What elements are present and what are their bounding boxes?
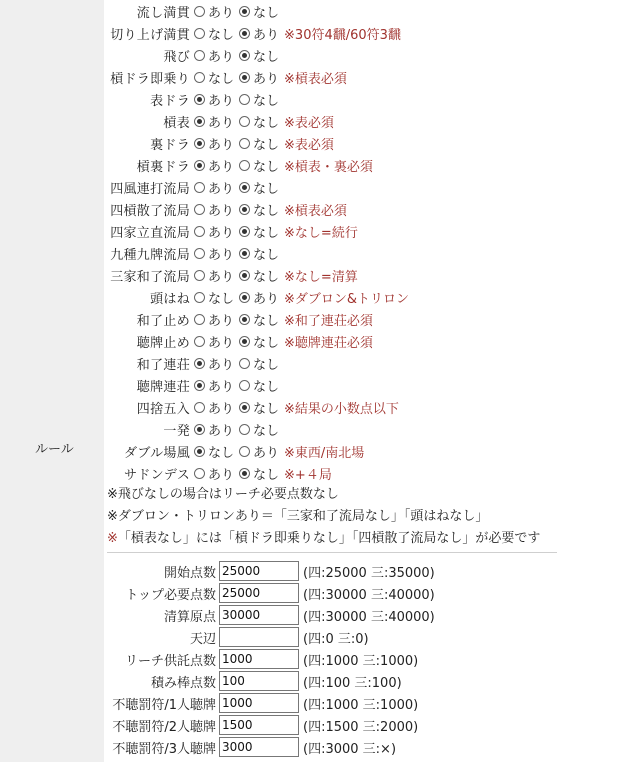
radio-unselected[interactable] [194, 468, 205, 479]
rule-label: 四捨五入 [136, 401, 190, 417]
number-default-hint: (四:3000 三:×) [303, 741, 397, 757]
radio-selected[interactable] [239, 292, 250, 303]
number-input[interactable] [219, 627, 299, 647]
option-label: あり [208, 137, 235, 153]
number-row [107, 692, 435, 714]
radio-selected[interactable] [194, 358, 205, 369]
rule-label: 切り上げ満貫 [110, 27, 190, 43]
rule-option[interactable] [194, 464, 234, 483]
option-label: あり [208, 423, 235, 439]
rule-option[interactable] [194, 332, 234, 351]
radio-unselected[interactable] [239, 94, 250, 105]
rule-option[interactable] [239, 376, 279, 395]
radio-selected[interactable] [239, 248, 250, 259]
rule-label: 流し満貫 [136, 5, 190, 21]
number-row [107, 626, 435, 648]
rule-row [107, 242, 627, 264]
rule-option[interactable] [194, 178, 234, 197]
radio-selected[interactable] [239, 204, 250, 215]
rule-label: 飛び [163, 49, 190, 65]
number-row [107, 670, 435, 692]
radio-selected[interactable] [239, 336, 250, 347]
option-label: あり [208, 93, 235, 109]
rule-note: ※槓表必須 [284, 203, 347, 219]
section-label-column [0, 0, 104, 762]
radio-unselected[interactable] [194, 336, 205, 347]
rule-option[interactable] [239, 442, 279, 461]
radio-selected[interactable] [239, 270, 250, 281]
rule-option[interactable] [194, 46, 234, 65]
option-label: なし [253, 159, 280, 175]
option-label: あり [208, 335, 235, 351]
rule-option[interactable] [194, 200, 234, 219]
number-row [107, 582, 435, 604]
rule-row [107, 198, 627, 220]
rule-option[interactable] [194, 354, 234, 373]
option-label: あり [208, 379, 235, 395]
radio-unselected[interactable] [239, 446, 250, 457]
rule-label: サドンデス [124, 467, 190, 483]
radio-selected[interactable] [194, 116, 205, 127]
rule-row [107, 132, 627, 154]
rule-option[interactable] [239, 90, 279, 109]
rule-option[interactable] [239, 68, 279, 87]
radio-selected[interactable] [239, 6, 250, 17]
number-row [107, 648, 435, 670]
number-default-hint: (四:100 三:100) [303, 675, 402, 691]
number-label: 不聴罰符/3人聴牌 [112, 741, 216, 757]
number-label: 開始点数 [163, 565, 216, 581]
radio-selected[interactable] [239, 226, 250, 237]
rule-row [107, 440, 627, 462]
rule-label: 槓裏ドラ [136, 159, 190, 175]
footnote-mark: ※ [107, 531, 118, 546]
option-label: あり [208, 181, 235, 197]
rule-row [107, 286, 627, 308]
rule-note: ※なし=清算 [284, 269, 358, 285]
radio-selected[interactable] [239, 468, 250, 479]
radio-unselected[interactable] [194, 314, 205, 325]
option-label: あり [208, 269, 235, 285]
rule-label: 四槓散了流局 [110, 203, 190, 219]
rule-note: ※+４局 [284, 467, 332, 483]
radio-selected[interactable] [194, 380, 205, 391]
option-label: あり [253, 445, 280, 461]
number-label: リーチ供託点数 [124, 653, 216, 669]
rule-label: 聴牌止め [136, 335, 190, 351]
radio-unselected[interactable] [194, 270, 205, 281]
option-label: なし [208, 27, 235, 43]
number-row [107, 714, 435, 736]
radio-selected[interactable] [194, 424, 205, 435]
rule-note: ※30符4飜/60符3飜 [284, 27, 401, 43]
radio-selected[interactable] [194, 94, 205, 105]
radio-unselected[interactable] [194, 248, 205, 259]
number-input[interactable] [219, 671, 299, 691]
rule-row [107, 220, 627, 242]
number-input[interactable] [219, 715, 299, 735]
number-default-hint: (四:30000 三:40000) [303, 587, 435, 603]
option-label: なし [253, 115, 280, 131]
radio-selected[interactable] [239, 28, 250, 39]
option-label: あり [208, 159, 235, 175]
radio-unselected[interactable] [194, 28, 205, 39]
rule-option[interactable] [194, 442, 234, 461]
number-default-hint: (四:1000 三:1000) [303, 697, 419, 713]
rule-option[interactable] [239, 156, 279, 175]
option-label: あり [253, 71, 280, 87]
rule-label: 三家和了流局 [110, 269, 190, 285]
rule-row [107, 22, 627, 44]
rule-note: ※槓表・裏必須 [284, 159, 373, 175]
radio-selected[interactable] [239, 402, 250, 413]
rule-note: ※和了連荘必須 [284, 313, 373, 329]
option-label: なし [253, 423, 280, 439]
radio-unselected[interactable] [194, 182, 205, 193]
rules-list [107, 0, 627, 550]
option-label: あり [208, 115, 235, 131]
radio-unselected[interactable] [239, 116, 250, 127]
option-label: なし [253, 93, 280, 109]
rule-row [107, 352, 627, 374]
rule-label: 聴牌連荘 [136, 379, 190, 395]
rule-option[interactable] [194, 156, 234, 175]
rule-label: 和了連荘 [136, 357, 190, 373]
option-label: なし [253, 225, 280, 241]
rule-label: 槓ドラ即乗り [110, 71, 190, 87]
rule-row [107, 308, 627, 330]
rule-option[interactable] [194, 420, 234, 439]
rule-label: 裏ドラ [150, 137, 190, 153]
option-label: なし [208, 71, 235, 87]
rule-option[interactable] [194, 288, 234, 307]
option-label: なし [253, 379, 280, 395]
footnote [107, 528, 627, 550]
rule-label: 九種九牌流局 [110, 247, 190, 263]
option-label: あり [208, 247, 235, 263]
rule-label: 四家立直流局 [110, 225, 190, 241]
option-label: なし [253, 269, 280, 285]
option-label: あり [208, 357, 235, 373]
rule-row [107, 88, 627, 110]
radio-selected[interactable] [239, 50, 250, 61]
footnote-text: ※飛びなしの場合はリーチ必要点数なし [107, 487, 339, 502]
rule-note: ※表必須 [284, 137, 334, 153]
option-label: なし [253, 5, 280, 21]
option-label: あり [208, 49, 235, 65]
number-row [107, 736, 435, 758]
rule-option[interactable] [239, 24, 279, 43]
number-label: トップ必要点数 [125, 587, 216, 603]
number-row [107, 604, 435, 626]
option-label: なし [253, 49, 280, 65]
option-label: なし [253, 357, 280, 373]
option-label: なし [253, 181, 280, 197]
radio-selected[interactable] [239, 182, 250, 193]
rule-option[interactable] [239, 310, 279, 329]
footnote [107, 506, 627, 528]
rule-label: 槓表 [163, 115, 190, 131]
radio-unselected[interactable] [194, 292, 205, 303]
rule-row [107, 110, 627, 132]
rule-option[interactable] [194, 68, 234, 87]
radio-unselected[interactable] [239, 138, 250, 149]
rule-row [107, 418, 627, 440]
option-label: あり [208, 225, 235, 241]
radio-unselected[interactable] [194, 50, 205, 61]
rule-option[interactable] [194, 376, 234, 395]
rule-option[interactable] [239, 464, 279, 483]
rule-option[interactable] [194, 398, 234, 417]
option-label: あり [208, 5, 235, 21]
number-default-hint: (四:25000 三:35000) [303, 565, 435, 581]
radio-unselected[interactable] [194, 226, 205, 237]
option-label: なし [253, 335, 280, 351]
rule-option[interactable] [239, 200, 279, 219]
rule-option[interactable] [239, 398, 279, 417]
radio-selected[interactable] [194, 446, 205, 457]
rule-option[interactable] [194, 112, 234, 131]
radio-unselected[interactable] [194, 204, 205, 215]
option-label: なし [208, 445, 235, 461]
rule-option[interactable] [194, 134, 234, 153]
radio-unselected[interactable] [194, 72, 205, 83]
rule-option[interactable] [194, 2, 234, 21]
option-label: あり [208, 401, 235, 417]
footnote-text: ※ダブロン・トリロンあり＝「三家和了流局なし」「頭はねなし」 [107, 509, 489, 524]
number-default-hint: (四:1000 三:1000) [303, 653, 419, 669]
number-input[interactable] [219, 693, 299, 713]
number-input[interactable] [219, 737, 299, 757]
radio-selected[interactable] [194, 160, 205, 171]
rule-row [107, 330, 627, 352]
rule-option[interactable] [239, 332, 279, 351]
option-label: なし [253, 467, 280, 483]
option-label: あり [208, 313, 235, 329]
rule-option[interactable] [239, 222, 279, 241]
rule-row [107, 264, 627, 286]
rule-option[interactable] [194, 222, 234, 241]
rule-option[interactable] [239, 244, 279, 263]
option-label: あり [253, 291, 280, 307]
rule-option[interactable] [239, 420, 279, 439]
rule-option[interactable] [239, 134, 279, 153]
rule-row [107, 0, 627, 22]
radio-unselected[interactable] [194, 402, 205, 413]
rule-option[interactable] [194, 310, 234, 329]
numbers-list [107, 560, 435, 758]
rule-option[interactable] [239, 46, 279, 65]
radio-unselected[interactable] [239, 424, 250, 435]
divider [107, 552, 557, 553]
option-label: あり [208, 203, 235, 219]
rule-option[interactable] [239, 178, 279, 197]
number-input[interactable] [219, 561, 299, 581]
footnote-text: 「槓表なし」には「槓ドラ即乗りなし」「四槓散了流局なし」が必要です [117, 531, 541, 546]
rule-label: 頭はね [150, 291, 190, 307]
option-label: なし [208, 291, 235, 307]
rule-option[interactable] [194, 244, 234, 263]
radio-unselected[interactable] [239, 358, 250, 369]
rule-label: 和了止め [136, 313, 190, 329]
rule-option[interactable] [239, 288, 279, 307]
number-input[interactable] [219, 649, 299, 669]
rule-option[interactable] [239, 354, 279, 373]
rule-row [107, 154, 627, 176]
number-default-hint: (四:30000 三:40000) [303, 609, 435, 625]
rule-note: ※ダブロン&トリロン [284, 291, 410, 307]
rule-row [107, 374, 627, 396]
option-label: なし [253, 313, 280, 329]
section-label: ルール [35, 442, 74, 457]
number-label: 不聴罰符/2人聴牌 [112, 719, 216, 735]
rule-label: 一発 [163, 423, 190, 439]
option-label: なし [253, 247, 280, 263]
rule-option[interactable] [194, 24, 234, 43]
option-label: あり [208, 467, 235, 483]
rule-note: ※聴牌連荘必須 [284, 335, 373, 351]
number-label: 清算原点 [163, 609, 216, 625]
number-input[interactable] [219, 583, 299, 603]
rule-note: ※表必須 [284, 115, 334, 131]
radio-selected[interactable] [239, 72, 250, 83]
rule-row [107, 66, 627, 88]
footnote [107, 484, 627, 506]
radio-unselected[interactable] [239, 160, 250, 171]
number-row [107, 560, 435, 582]
option-label: あり [253, 27, 280, 43]
rule-option[interactable] [194, 266, 234, 285]
rule-label: 表ドラ [150, 93, 190, 109]
number-label: 不聴罰符/1人聴牌 [112, 697, 216, 713]
rule-option[interactable] [239, 112, 279, 131]
option-label: なし [253, 401, 280, 417]
number-label: 積み棒点数 [150, 675, 216, 691]
rule-note: ※槓表必須 [284, 71, 347, 87]
rule-option[interactable] [239, 2, 279, 21]
rule-note: ※なし=続行 [284, 225, 358, 241]
rule-option[interactable] [194, 90, 234, 109]
rule-row [107, 44, 627, 66]
rule-row [107, 176, 627, 198]
rule-row [107, 462, 627, 484]
radio-selected[interactable] [239, 314, 250, 325]
number-default-hint: (四:0 三:0) [303, 631, 369, 647]
number-default-hint: (四:1500 三:2000) [303, 719, 419, 735]
rule-row [107, 396, 627, 418]
number-input[interactable] [219, 605, 299, 625]
rule-label: 四風連打流局 [110, 181, 190, 197]
rule-note: ※東西/南北場 [284, 445, 365, 461]
number-label: 天辺 [189, 631, 216, 647]
radio-selected[interactable] [194, 138, 205, 149]
rule-option[interactable] [239, 266, 279, 285]
radio-unselected[interactable] [194, 6, 205, 17]
option-label: なし [253, 203, 280, 219]
radio-unselected[interactable] [239, 380, 250, 391]
rule-note: ※結果の小数点以下 [284, 401, 399, 417]
option-label: なし [253, 137, 280, 153]
rule-label: ダブル場風 [124, 445, 190, 461]
